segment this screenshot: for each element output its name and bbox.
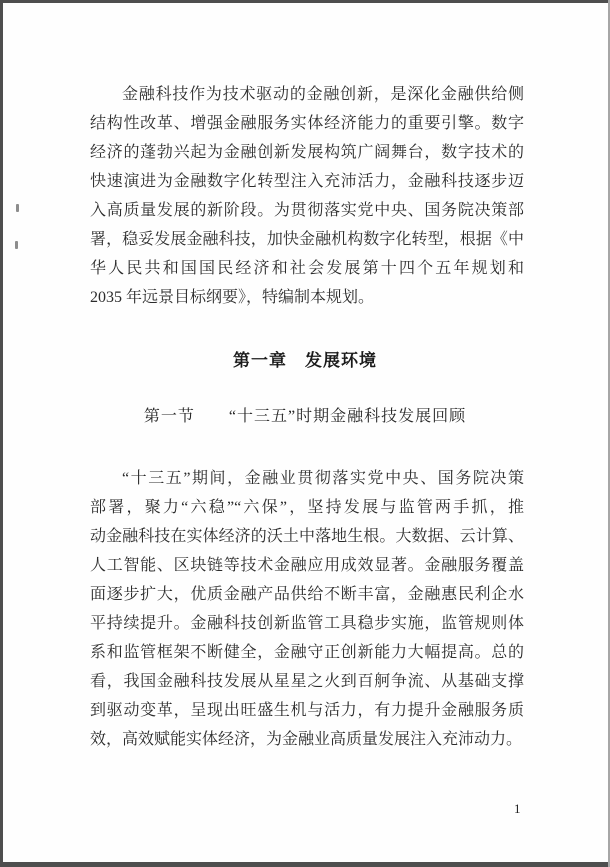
- page-number: 1: [514, 801, 521, 816]
- text-line: 人工智能、区块链等技术金融应用成效显著。金融服务覆盖: [90, 557, 524, 574]
- scan-edge-top: [0, 0, 610, 3]
- text-line: 看，我国金融科技发展从星星之火到百舸争流、从基础支撑: [90, 673, 524, 690]
- text-line: 到驱动变革，呈现出旺盛生机与活力，有力提升金融服务质: [90, 702, 524, 719]
- text-line: 动金融科技在实体经济的沃土中落地生根。大数据、云计算、: [90, 528, 524, 545]
- chapter-heading: 第一章 发展环境: [233, 351, 377, 370]
- text-line: 2035 年远景目标纲要》，特编制本规划。: [90, 289, 375, 306]
- scan-speck: [16, 204, 19, 212]
- text-line: 部署，聚力“六稳”“六保”，坚持发展与监管两手抓，推: [90, 499, 524, 516]
- text-line: 华人民共和国国民经济和社会发展第十四个五年规划和: [90, 260, 524, 277]
- text-line: 结构性改革、增强金融服务实体经济能力的重要引擎。数字: [90, 115, 524, 132]
- text-line: 面逐步扩大，优质金融产品供给不断丰富，金融惠民利企水: [90, 586, 524, 603]
- text-line: 效，高效赋能实体经济，为金融业高质量发展注入充沛动力。: [90, 731, 523, 748]
- section-heading: 第一节 “十三五”时期金融科技发展回顾: [143, 408, 467, 425]
- text-line: 经济的蓬勃兴起为金融创新发展构筑广阔舞台，数字技术的: [90, 144, 524, 161]
- text-line: 平持续提升。金融科技创新监管工具稳步实施，监管规则体: [90, 615, 524, 632]
- text-line: 入高质量发展的新阶段。为贯彻落实党中央、国务院决策部: [90, 202, 524, 219]
- scan-edge-bottom: [0, 862, 610, 867]
- section-paragraph: [90, 464, 524, 754]
- text-line: “十三五”期间，金融业贯彻落实党中央、国务院决策: [122, 470, 524, 487]
- scan-edge-left: [0, 0, 3, 867]
- text-line: 金融科技作为技术驱动的金融创新，是深化金融供给侧: [122, 86, 524, 103]
- intro-paragraph: [90, 80, 524, 312]
- text-line: 署，稳妥发展金融科技，加快金融机构数字化转型，根据《中: [90, 231, 524, 248]
- text-line: 快速演进为金融数字化转型注入充沛活力，金融科技逐步迈: [90, 173, 524, 190]
- scan-speck: [15, 241, 18, 249]
- text-line: 系和监管框架不断健全，金融守正创新能力大幅提高。总的: [90, 644, 524, 661]
